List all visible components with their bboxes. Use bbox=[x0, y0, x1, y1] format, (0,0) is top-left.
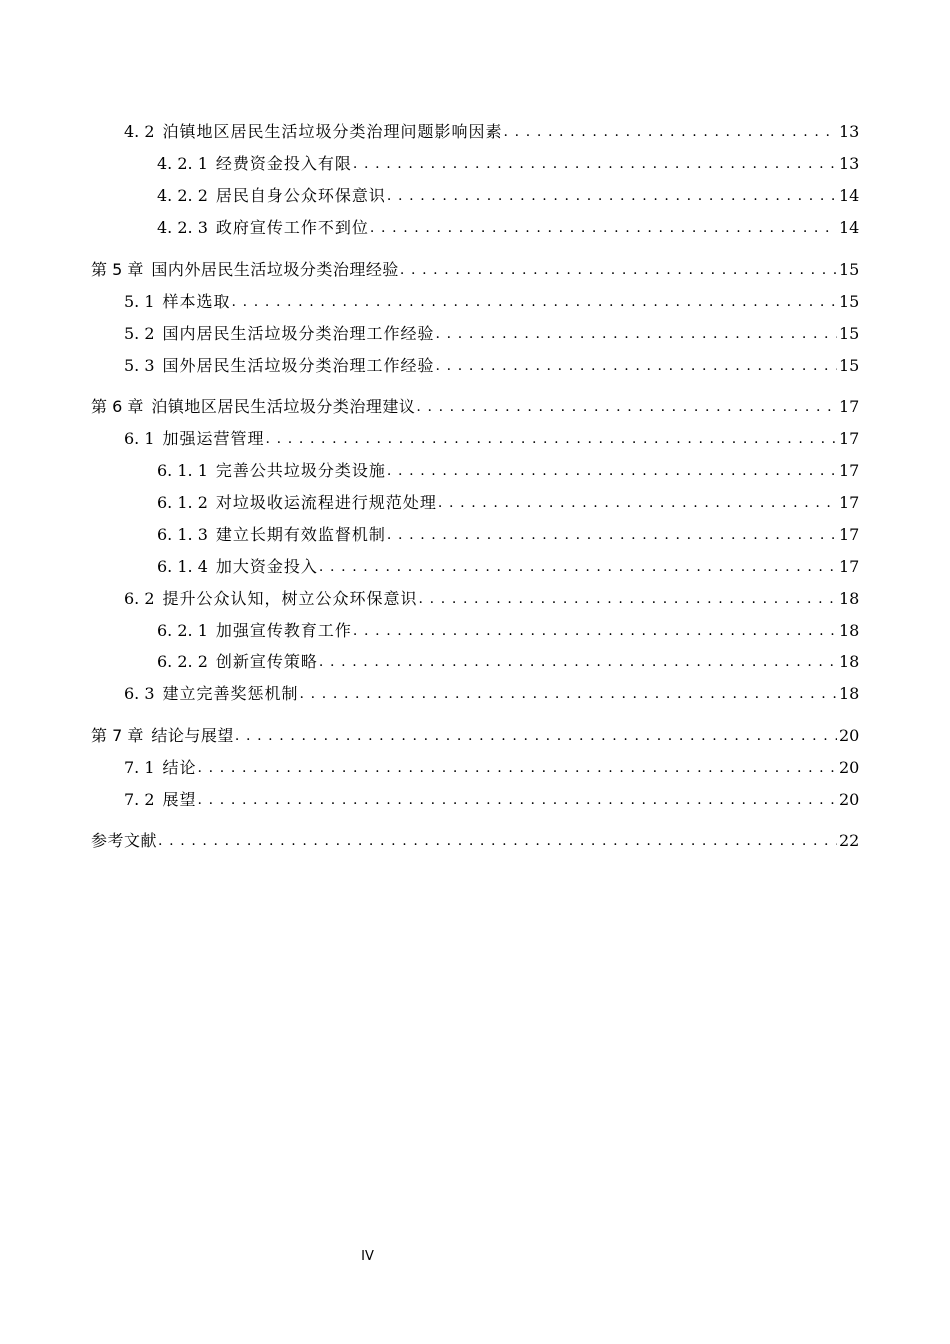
dot-leader bbox=[370, 218, 837, 238]
dot-leader bbox=[158, 831, 837, 851]
toc-entry-title: 加强运营管理 bbox=[162, 429, 265, 448]
toc-entry-chapter-6[interactable] bbox=[91, 393, 859, 417]
dot-leader bbox=[438, 493, 837, 513]
toc-entry-page: 13 bbox=[839, 154, 860, 173]
toc-entry-title: 泊镇地区居民生活垃圾分类治理问题影响因素 bbox=[162, 122, 503, 141]
toc-entry-number: 6. 1 bbox=[124, 429, 155, 448]
toc-entry-6-2-2[interactable] bbox=[157, 648, 859, 672]
dot-leader bbox=[319, 557, 837, 577]
toc-entry-title: 国内外居民生活垃圾分类治理经验 bbox=[151, 260, 399, 279]
toc-entry-page: 18 bbox=[839, 652, 860, 671]
toc-entry-title: 参考文献 bbox=[91, 831, 158, 850]
dot-leader bbox=[436, 356, 837, 376]
toc-entry-page: 17 bbox=[839, 397, 860, 416]
toc-entry-title: 泊镇地区居民生活垃圾分类治理建议 bbox=[151, 397, 416, 416]
toc-entry-6-1[interactable] bbox=[124, 425, 859, 449]
toc-entry-page: 20 bbox=[839, 726, 860, 745]
toc-entry-number: 5. 1 bbox=[124, 292, 155, 311]
toc-entry-number: 6. 2 bbox=[124, 589, 155, 608]
toc-entry-number: 6. 2. 2 bbox=[157, 652, 208, 671]
toc-entry-page: 18 bbox=[839, 621, 860, 640]
page-number: IV bbox=[361, 1249, 374, 1264]
toc-entry-number: 5. 3 bbox=[124, 356, 155, 375]
toc-entry-page: 15 bbox=[839, 260, 860, 279]
toc-entry-number: 5. 2 bbox=[124, 324, 155, 343]
dot-leader bbox=[416, 397, 837, 417]
toc-entry-number: 6. 2. 1 bbox=[157, 621, 208, 640]
toc-entry-4-2-3[interactable] bbox=[157, 214, 859, 238]
toc-entry-title: 加大资金投入 bbox=[215, 557, 318, 576]
toc-entry-page: 14 bbox=[839, 186, 860, 205]
toc-entry-page: 18 bbox=[839, 589, 860, 608]
toc-entry-chapter-5[interactable] bbox=[91, 256, 859, 280]
toc-entry-page: 17 bbox=[839, 429, 860, 448]
toc-entry-page: 18 bbox=[839, 684, 860, 703]
toc-entry-number: 4. 2. 2 bbox=[157, 186, 208, 205]
toc-entry-title: 国内居民生活垃圾分类治理工作经验 bbox=[162, 324, 435, 343]
toc-entry-title: 展望 bbox=[162, 790, 197, 809]
toc-entry-title: 经费资金投入有限 bbox=[215, 154, 352, 173]
toc-entry-title: 完善公共垃圾分类设施 bbox=[215, 461, 386, 480]
toc-entry-chapter-7[interactable] bbox=[91, 722, 859, 746]
toc-entry-6-1-4[interactable] bbox=[157, 553, 859, 577]
toc-entry-number: 7. 2 bbox=[124, 790, 155, 809]
toc-entry-number: 第 6 章 bbox=[91, 397, 144, 416]
dot-leader bbox=[387, 186, 837, 206]
toc-entry-page: 13 bbox=[839, 122, 860, 141]
dot-leader bbox=[198, 758, 837, 778]
toc-entry-title: 国外居民生活垃圾分类治理工作经验 bbox=[162, 356, 435, 375]
toc-entry-5-1[interactable] bbox=[124, 288, 859, 312]
dot-leader bbox=[419, 589, 837, 609]
toc-entry-page: 22 bbox=[839, 831, 860, 850]
toc-entry-title: 结论与展望 bbox=[151, 726, 234, 745]
toc-entry-6-1-2[interactable] bbox=[157, 489, 859, 513]
toc-entry-page: 17 bbox=[839, 461, 860, 480]
toc-entry-page: 15 bbox=[839, 324, 860, 343]
toc-entry-number: 第 5 章 bbox=[91, 260, 144, 279]
toc-entry-4-2-2[interactable] bbox=[157, 182, 859, 206]
toc-entry-number: 第 7 章 bbox=[91, 726, 144, 745]
toc-entry-title: 提升公众认知，树立公众环保意识 bbox=[162, 589, 418, 608]
toc-entry-title: 建立长期有效监督机制 bbox=[215, 525, 386, 544]
toc-entry-page: 17 bbox=[839, 525, 860, 544]
toc-entry-4-2[interactable] bbox=[124, 118, 859, 142]
dot-leader bbox=[353, 621, 837, 641]
toc-entry-title: 对垃圾收运流程进行规范处理 bbox=[215, 493, 437, 512]
dot-leader bbox=[235, 726, 837, 746]
toc-entry-number: 7. 1 bbox=[124, 758, 155, 777]
toc-entry-title: 创新宣传策略 bbox=[215, 652, 318, 671]
dot-leader bbox=[353, 154, 837, 174]
toc-entry-title: 政府宣传工作不到位 bbox=[215, 218, 369, 237]
toc-entry-page: 15 bbox=[839, 292, 860, 311]
toc-entry-number: 6. 3 bbox=[124, 684, 155, 703]
toc-entry-number: 4. 2. 3 bbox=[157, 218, 208, 237]
toc-entry-title: 加强宣传教育工作 bbox=[215, 621, 352, 640]
toc-entry-4-2-1[interactable] bbox=[157, 150, 859, 174]
dot-leader bbox=[198, 790, 837, 810]
dot-leader bbox=[266, 429, 837, 449]
toc-entry-number: 6. 1. 3 bbox=[157, 525, 208, 544]
toc-entry-5-3[interactable] bbox=[124, 352, 859, 376]
toc-entry-6-1-1[interactable] bbox=[157, 457, 859, 481]
toc-entry-title: 居民自身公众环保意识 bbox=[215, 186, 386, 205]
toc-entry-7-1[interactable] bbox=[124, 754, 859, 778]
dot-leader bbox=[387, 525, 837, 545]
toc-entry-title: 建立完善奖惩机制 bbox=[162, 684, 299, 703]
toc-entry-6-1-3[interactable] bbox=[157, 521, 859, 545]
toc-entry-number: 6. 1. 4 bbox=[157, 557, 208, 576]
toc-entry-number: 6. 1. 2 bbox=[157, 493, 208, 512]
toc-entry-number: 4. 2. 1 bbox=[157, 154, 208, 173]
dot-leader bbox=[436, 324, 837, 344]
toc-entry-6-3[interactable] bbox=[124, 680, 859, 704]
dot-leader bbox=[232, 292, 837, 312]
toc-entry-page: 15 bbox=[839, 356, 860, 375]
toc-entry-page: 17 bbox=[839, 493, 860, 512]
toc-entry-number: 4. 2 bbox=[124, 122, 155, 141]
toc-entry-page: 17 bbox=[839, 557, 860, 576]
toc-entry-title: 结论 bbox=[162, 758, 197, 777]
toc-entry-page: 20 bbox=[839, 790, 860, 809]
dot-leader bbox=[387, 461, 837, 481]
toc-entry-page: 20 bbox=[839, 758, 860, 777]
dot-leader bbox=[300, 684, 837, 704]
toc-entry-5-2[interactable] bbox=[124, 320, 859, 344]
toc-entry-6-2-1[interactable] bbox=[157, 617, 859, 641]
toc-entry-page: 14 bbox=[839, 218, 860, 237]
dot-leader bbox=[504, 122, 837, 142]
toc-entry-title: 样本选取 bbox=[162, 292, 231, 311]
toc-entry-6-2[interactable] bbox=[124, 585, 859, 609]
toc-entry-7-2[interactable] bbox=[124, 786, 859, 810]
dot-leader bbox=[400, 260, 837, 280]
dot-leader bbox=[319, 652, 837, 672]
toc-entry-references[interactable] bbox=[91, 827, 859, 851]
toc-entry-number: 6. 1. 1 bbox=[157, 461, 208, 480]
